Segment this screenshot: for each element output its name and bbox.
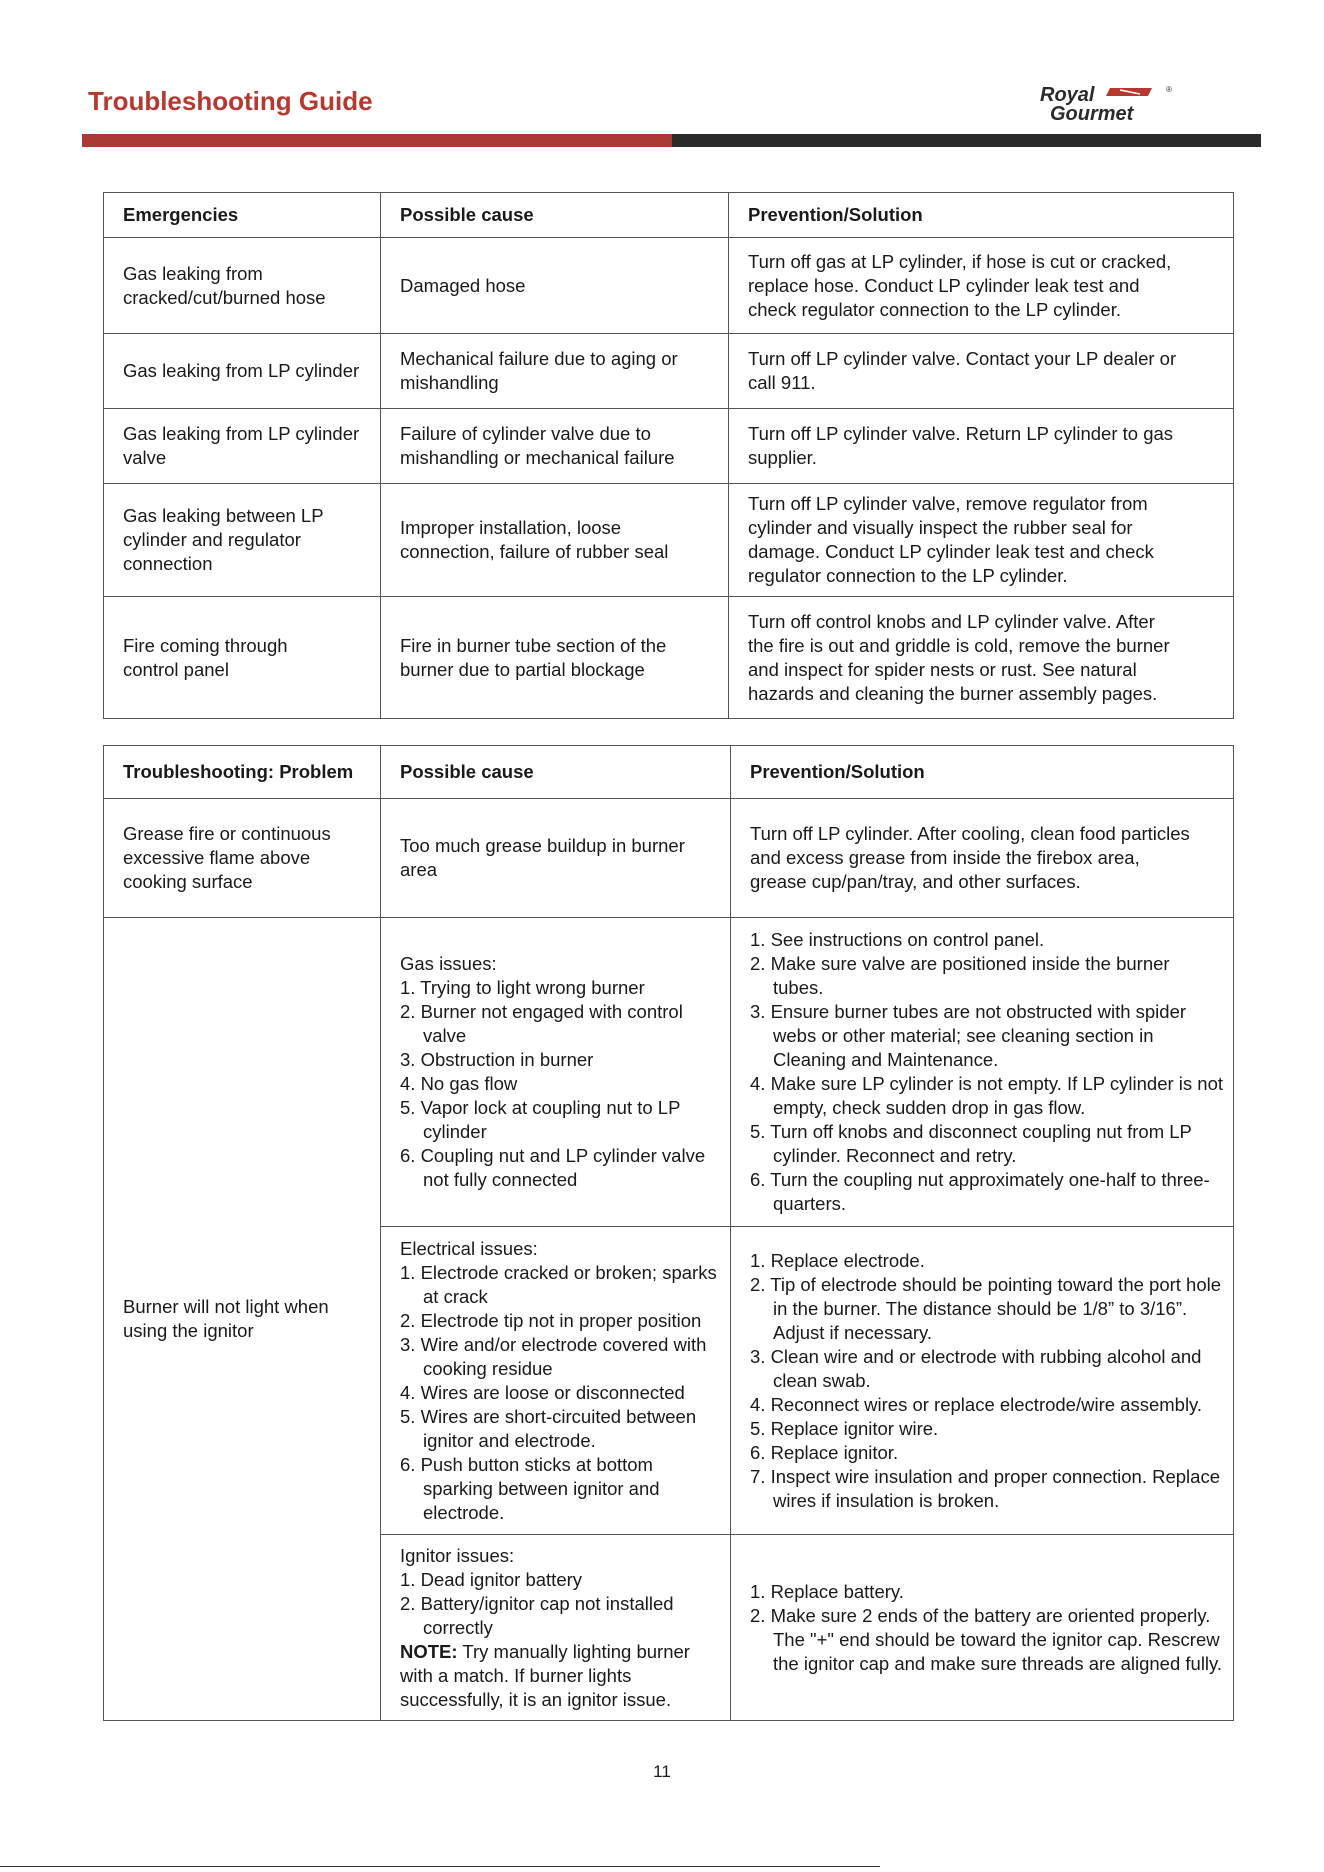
problem-cell: Fire coming through control panel (104, 597, 381, 719)
list-item: 6. Replace ignitor. (750, 1441, 899, 1463)
column-header: Prevention/Solution (729, 193, 1234, 238)
cause-cell: Failure of cylinder valve due to mishandling or mechanical failure (381, 409, 729, 484)
gas-solutions-list (750, 928, 1225, 1216)
logo-line1: Royal (1040, 84, 1095, 106)
cause-cell: Improper installation, loose connection, failure of rubber seal (381, 484, 729, 597)
registered-mark: ® (1166, 85, 1172, 94)
cause-cell: Mechanical failure due to aging or mishandling (381, 334, 729, 409)
table-row (104, 409, 1234, 484)
list-item: 5. Wires are short-circuited between ignitor and electrode. (400, 1405, 697, 1451)
list-item: 2. Make sure 2 ends of the battery are oriented properly. The "+" end should be toward the ignitor cap. Rescrew the ignitor cap and make sure threads are aligned fully. (750, 1604, 1223, 1674)
header-bar-right (672, 134, 1261, 147)
list-item: 4. No gas flow (400, 1073, 518, 1094)
solution-cell: Turn off LP cylinder valve. Contact your LP dealer or call 911. (729, 334, 1234, 409)
bottom-divider (0, 1866, 880, 1867)
problem-cell: Grease fire or continuous excessive flame above cooking surface (104, 799, 381, 918)
column-header: Troubleshooting: Problem (104, 746, 381, 799)
list-item: 5. Vapor lock at coupling nut to LP cylinder (400, 1097, 681, 1142)
table-row (104, 597, 1234, 719)
table-row (104, 484, 1234, 597)
cause-cell (381, 1227, 731, 1535)
list-item: 6. Coupling nut and LP cylinder valve not fully connected (400, 1145, 706, 1190)
table-row (104, 238, 1234, 334)
ignitor-issues-heading: Ignitor issues: (400, 1544, 515, 1566)
column-header: Possible cause (381, 746, 731, 799)
table-header-row (104, 746, 1234, 799)
column-header: Emergencies (104, 193, 381, 238)
list-item: 1. Dead ignitor battery (400, 1568, 583, 1590)
list-item: 2. Electrode tip not in proper position (400, 1309, 702, 1331)
cause-cell: Fire in burner tube section of the burner due to partial blockage (381, 597, 729, 719)
emergencies-table (103, 192, 1234, 719)
list-item: 7. Inspect wire insulation and proper connection. Replace wires if insulation is broken. (750, 1465, 1220, 1511)
table-row (104, 334, 1234, 409)
solution-cell (731, 918, 1234, 1227)
list-item: 1. Replace battery. (750, 1580, 904, 1602)
list-item: 3. Ensure burner tubes are not obstructed with spider webs or other material; see cleaning section in Cleaning and Maintenance. (750, 1001, 1187, 1070)
column-header: Possible cause (381, 193, 729, 238)
list-item: 5. Replace ignitor wire. (750, 1417, 939, 1439)
solution-cell: Turn off control knobs and LP cylinder valve. After the fire is out and griddle is cold, remove the burner and inspect for spider nests or rust. See natural hazards and cleaning the burner assembly pages. (729, 597, 1234, 719)
list-item: 1. Electrode cracked or broken; sparks at crack (400, 1261, 717, 1307)
list-item: 3. Wire and/or electrode covered with cooking residue (400, 1333, 707, 1379)
problem-cell: Gas leaking from LP cylinder (104, 334, 381, 409)
solution-cell (731, 1227, 1234, 1535)
gas-issues-heading: Gas issues: (400, 953, 497, 974)
electrical-issues-heading: Electrical issues: (400, 1237, 538, 1259)
gas-causes-list (400, 976, 726, 1192)
ignitor-solutions-list (750, 1580, 1231, 1676)
cause-cell (381, 918, 731, 1227)
page-number: 11 (653, 1762, 671, 1781)
list-item: 6. Push button sticks at bottom sparking between ignitor and electrode. (400, 1453, 660, 1523)
list-item: 2. Burner not engaged with control valve (400, 1001, 683, 1046)
column-header: Prevention/Solution (731, 746, 1234, 799)
list-item: 1. Trying to light wrong burner (400, 977, 645, 998)
list-item: 3. Clean wire and or electrode with rubbing alcohol and clean swab. (750, 1345, 1202, 1391)
problem-cell: Gas leaking from LP cylinder valve (104, 409, 381, 484)
table-row (104, 799, 1234, 918)
list-item: 2. Tip of electrode should be pointing toward the port hole in the burner. The distance should be 1/8” to 3/16”. Adjust if necessary. (750, 1273, 1222, 1343)
list-item: 4. Wires are loose or disconnected (400, 1381, 685, 1403)
royal-gourmet-logo (1040, 84, 1240, 124)
table-row (104, 918, 1234, 1227)
list-item: 4. Reconnect wires or replace electrode/wire assembly. (750, 1393, 1203, 1415)
page-title: Troubleshooting Guide (88, 86, 373, 116)
list-item: 2. Battery/ignitor cap not installed correctly (400, 1592, 674, 1638)
solution-cell (731, 1535, 1234, 1721)
problem-cell: Gas leaking between LP cylinder and regulator connection (104, 484, 381, 597)
list-item: 4. Make sure LP cylinder is not empty. If LP cylinder is not empty, check sudden drop in gas flow. (750, 1073, 1223, 1118)
electrical-solutions-list (750, 1249, 1231, 1513)
cause-cell (381, 1535, 731, 1721)
list-item: 6. Turn the coupling nut approximately one-half to three-quarters. (750, 1169, 1210, 1214)
solution-cell: Turn off LP cylinder. After cooling, clean food particles and excess grease from inside the firebox area, grease cup/pan/tray, and other surfaces. (731, 799, 1234, 918)
list-item: 1. See instructions on control panel. (750, 929, 1045, 950)
logo-line2: Gourmet (1050, 103, 1134, 124)
list-item: 1. Replace electrode. (750, 1249, 925, 1271)
electrical-causes-list (400, 1261, 728, 1525)
cause-cell: Too much grease buildup in burner area (381, 799, 731, 918)
solution-cell: Turn off LP cylinder valve, remove regulator from cylinder and visually inspect the rubber seal for damage. Conduct LP cylinder leak test and check regulator connection to the LP cylinder. (729, 484, 1234, 597)
list-item: 2. Make sure valve are positioned inside the burner tubes. (750, 953, 1170, 998)
list-item: 3. Obstruction in burner (400, 1049, 594, 1070)
problem-cell: Gas leaking from cracked/cut/burned hose (104, 238, 381, 334)
table-header-row (104, 193, 1234, 238)
troubleshooting-table (103, 745, 1234, 1721)
header-bar-left (82, 134, 672, 147)
ignitor-causes-list (400, 1568, 722, 1640)
cause-cell: Damaged hose (381, 238, 729, 334)
solution-cell: Turn off gas at LP cylinder, if hose is cut or cracked, replace hose. Conduct LP cylinder leak test and check regulator connection to the LP cylinder. (729, 238, 1234, 334)
problem-cell: Burner will not light when using the ignitor (104, 918, 381, 1721)
solution-cell: Turn off LP cylinder valve. Return LP cylinder to gas supplier. (729, 409, 1234, 484)
ignitor-note: NOTE: Try manually lighting burner with a match. If burner lights successfully, it is an ignitor issue. (400, 1640, 690, 1710)
list-item: 5. Turn off knobs and disconnect coupling nut from LP cylinder. Reconnect and retry. (750, 1121, 1192, 1166)
